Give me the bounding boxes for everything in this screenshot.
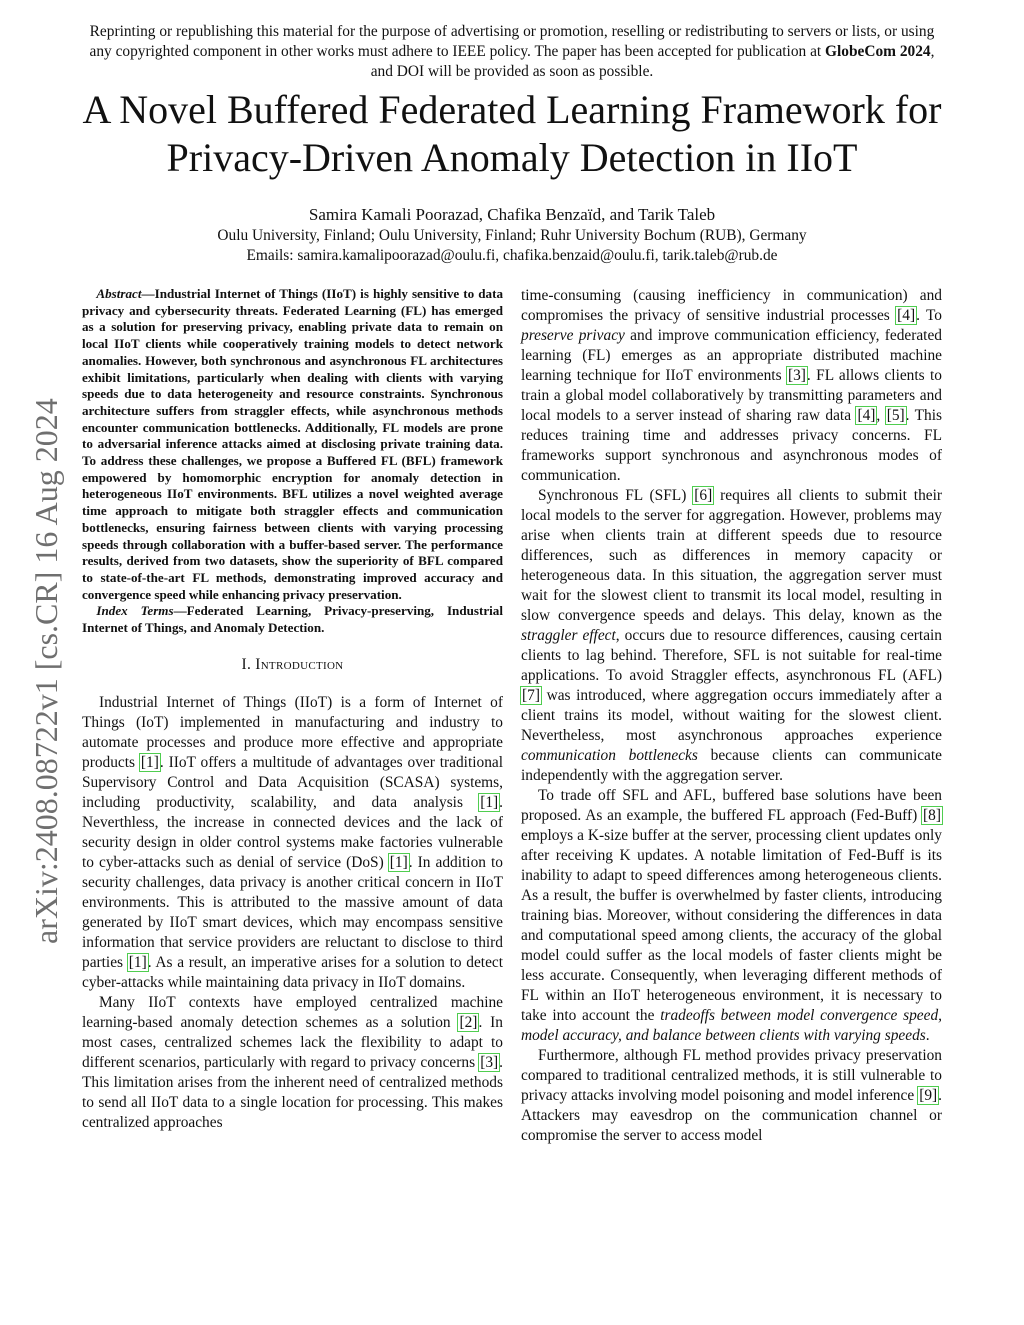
- copyright-notice: [80, 22, 944, 82]
- citation-link[interactable]: [9]: [919, 1087, 938, 1104]
- citation-link[interactable]: [4]: [857, 407, 876, 424]
- emphasis-text: preserve privacy: [521, 327, 625, 344]
- text-run: Many IIoT contexts have employed centralized machine learning-based anomaly detection schemes as a solution: [82, 993, 503, 1031]
- citation-link[interactable]: [8]: [923, 807, 941, 824]
- emphasis-text: communication bottlenecks: [521, 747, 698, 764]
- affiliations: Oulu University, Finland; Oulu University, Finland; Ruhr University Bochum (RUB), Germany: [217, 227, 807, 244]
- citation-link[interactable]: [1]: [480, 793, 499, 811]
- paper-title: A Novel Buffered Federated Learning Framework for Privacy-Driven Anomaly Detection in IIoT: [82, 87, 942, 180]
- text-run: . Neverthless, the increase in connected devices and the lack of security design in older control systems make factories vulnerable to cyber-attacks such as denial of service (DoS): [82, 793, 503, 871]
- text-run: . Attackers may eavesdrop on the communication channel or compromise the server to access model: [521, 1087, 942, 1144]
- notice-text-1: Reprinting or republishing this material for the purpose of advertising or promotion, reselling or redistributing to servers or lists, or using any copyrighted component in other works must adhere to IEEE policy. The paper has been accepted for publication at: [89, 23, 935, 60]
- text-run: time-consuming (causing inefficiency in communication) and compromises the privacy of sensitive industrial processes: [521, 287, 942, 324]
- citation-link[interactable]: [1]: [128, 953, 147, 971]
- abstract-dash: —: [141, 286, 155, 301]
- abstract-text: Industrial Internet of Things (IIoT) is highly sensitive to data privacy and cybersecurity threats. Federated Learning (FL) has emerged as a solution for preserving privacy, enabling private data to remain on local IIoT clients while cooperatively training models to detect network anomalies. However, both synchronous and asynchronous FL architectures exhibit limitations, particularly when dealing with clients with varying speeds due to data heterogeneity and resource constraints. Synchronous architecture suffers from straggler effects, while asynchronous methods encounter communication bottlenecks. Additionally, FL models are prone to adversarial inference attacks aimed at disclosing private training data. To address these challenges, we propose a Buffered FL (BFL) framework empowered by homomorphic encryption for anomaly detection in heterogeneous IIoT environments. BFL utilizes a novel weighted average time approach to mitigate both straggler effects and communication bottlenecks, ensuring fairness between clients with varying processing speeds through collaboration with a buffer-based server. The performance results, derived from two datasets, show the superiority of BFL compared to state-of-the-art FL methods, demonstrating improved accuracy and convergence speed while enhancing privacy preservation.: [82, 286, 503, 602]
- citation-link[interactable]: [1]: [389, 853, 408, 871]
- text-run: . FL allows clients to train a global model collaboratively by transmitting parameters and local models to a server instead of sharing raw data: [521, 367, 942, 424]
- arxiv-identifier: arXiv:2408.08722v1 [cs.CR] 16 Aug 2024: [28, 398, 64, 944]
- text-run: . This limitation arises from the inherent need of centralized methods to send all IIoT data to a single location for processing. This makes centralized approaches: [82, 1053, 503, 1131]
- author-emails: Emails: samira.kamalipoorazad@oulu.fi, chafika.benzaid@oulu.fi, tarik.taleb@rub.de: [246, 247, 778, 264]
- text-run: ,: [876, 407, 886, 424]
- text-run: Industrial Internet of Things (IIoT) is a form of Internet of Things (IoT) implemented in manufacturing and industry to automate processes and produce more effective and appropriate products: [82, 693, 503, 771]
- left-column: [82, 286, 503, 1133]
- intro-paragraph-4: [521, 486, 942, 786]
- emphasis-text: straggler effect: [521, 627, 616, 644]
- text-run: because clients can communicate independently with the aggregation server.: [521, 747, 942, 784]
- intro-paragraph-5: [521, 786, 942, 1046]
- author-list: Samira Kamali Poorazad, Chafika Benzaïd, and Tarik Taleb: [308, 205, 716, 224]
- index-terms-label: Index Terms: [96, 603, 174, 619]
- text-run: requires all clients to submit their local models to the server for aggregation. However, problems may arise when clients train at different speeds due to resource differences, such as differences in memory capacity or heterogeneous data. In this situation, the aggregation server must wait for the slowest client to transmit its local model, resulting in slow convergence speeds and delays. This delay, known as the: [521, 487, 942, 624]
- intro-paragraph-2: [82, 993, 503, 1133]
- section-heading-introduction: I. Introduction: [241, 655, 344, 673]
- text-run: To trade off SFL and AFL, buffered base solutions have been proposed. As an example, the buffered FL approach (Fed-Buff): [521, 787, 942, 824]
- text-run: and improve communication efficiency, federated learning (FL) emerges as an appropriate distributed machine learning technique for IIoT environments: [521, 327, 942, 384]
- venue-name: GlobeCom 2024: [825, 43, 931, 60]
- text-run: . In most cases, centralized schemes lack the flexibility to adapt to different scenarios, particularly with regard to privacy concerns: [82, 1013, 503, 1071]
- abstract-paragraph: [82, 286, 503, 603]
- text-run: . In addition to security challenges, data privacy is another critical concern in IIoT environments. This is attributed to the massive amount of data generated by IIoT smart devices, which may encompass sensitive information that service providers are reluctant to disclose to third parties: [82, 853, 503, 971]
- citation-link[interactable]: [4]: [897, 307, 916, 324]
- citation-link[interactable]: [7]: [522, 687, 540, 704]
- text-run: . As a result, an imperative arises for a solution to detect cyber-attacks while maintaining data privacy in IIoT domains.: [82, 953, 504, 991]
- abstract-label: Abstract: [96, 286, 142, 301]
- index-terms-text: Federated Learning, Privacy-preserving, Industrial Internet of Things, and Anomaly Detection.: [82, 603, 503, 636]
- index-terms-paragraph: [82, 603, 503, 636]
- abstract-block: [82, 286, 503, 637]
- emphasis-text: tradeoffs between model convergence speed, model accuracy, and balance between clients with varying speeds: [521, 1007, 943, 1044]
- text-run: , occurs due to resource differences, causing certain clients to lag behind. Therefore, SFL is not suitable for real-time applications. To avoid Straggler effects, asynchronous FL (AFL): [521, 627, 943, 684]
- citation-link[interactable]: [5]: [886, 407, 905, 424]
- text-run: . IIoT offers a multitude of advantages over traditional Supervisory Control and Data Acquisition (SCASA) systems, including productivity, scalability, and data analysis: [82, 753, 503, 811]
- citation-link[interactable]: [3]: [480, 1053, 499, 1071]
- text-run: .: [925, 1027, 930, 1044]
- citation-link[interactable]: [3]: [787, 367, 806, 384]
- citation-link[interactable]: [1]: [140, 753, 159, 771]
- text-run: Furthermore, although FL method provides privacy preservation compared to traditional centralized methods, it is still vulnerable to privacy attacks involving model poisoning and model inference: [521, 1047, 942, 1104]
- right-column: [521, 286, 942, 1146]
- citation-link[interactable]: [2]: [459, 1013, 478, 1031]
- text-run: was introduced, where aggregation occurs immediately after a client trains its model, without waiting for the slowest client. Nevertheless, most asynchronous approaches experience: [521, 687, 942, 744]
- intro-paragraph-3: [521, 286, 942, 486]
- text-run: . This reduces training time and addresses privacy concerns. FL frameworks support synchronous and asynchronous modes of communication.: [521, 407, 942, 484]
- text-run: employs a K-size buffer at the server, processing client updates only after receiving K updates. A notable limitation of Fed-Buff is its inability to adapt to speed differences among heterogeneous clients. As a result, the buffer is overwhelmed by faster clients, introducing training bias. Moreover, without considering the differences in data and computational speed among clients, the accuracy of the global model could suffer as the local models of faster clients might be less accurate. Consequently, when leveraging different methods of FL within an IIoT heterogeneous environment, it is necessary to take into account the: [521, 827, 942, 1024]
- intro-paragraph-1: [82, 693, 503, 993]
- notice-text-2: , and DOI will be provided as soon as possible.: [370, 43, 935, 80]
- citation-link[interactable]: [6]: [694, 487, 713, 504]
- index-terms-dash: —: [173, 603, 187, 619]
- text-run: Synchronous FL (SFL): [537, 487, 694, 504]
- text-run: . To: [916, 307, 942, 324]
- intro-paragraph-6: [521, 1046, 942, 1146]
